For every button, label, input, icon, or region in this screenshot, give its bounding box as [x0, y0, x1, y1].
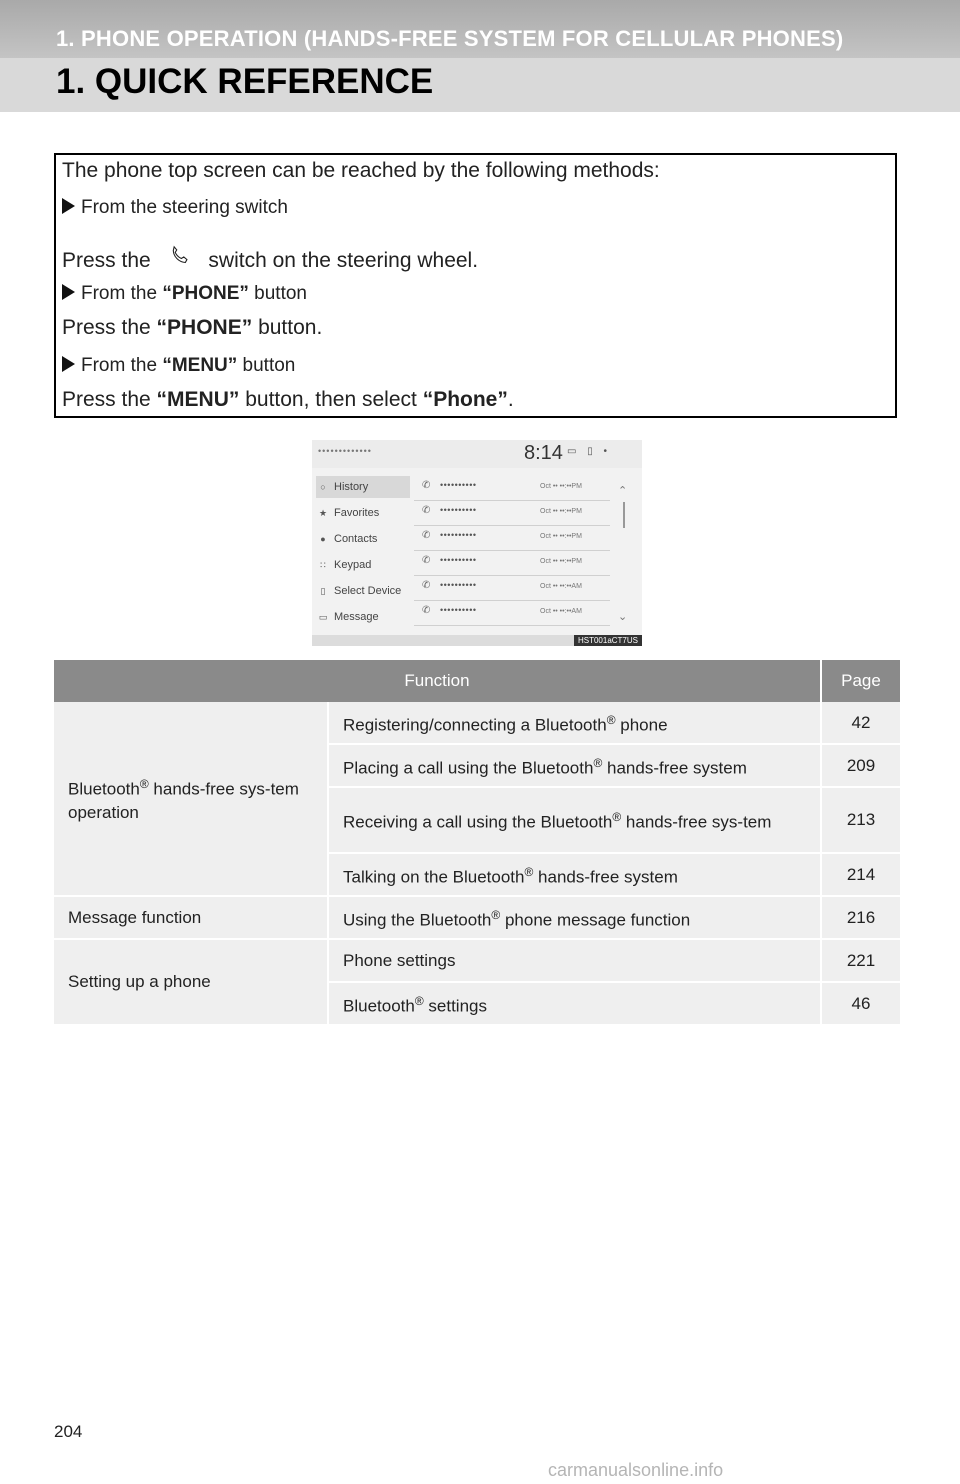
call-history-row[interactable]: ✆ •••••••••• Oct •• ••:••AM	[414, 601, 610, 626]
arrow-right-icon	[62, 198, 75, 214]
function-description: Placing a call using the Bluetooth® hands-free system	[328, 744, 821, 787]
call-history-row[interactable]: ✆ •••••••••• Oct •• ••:••PM	[414, 476, 610, 501]
quick-reference-box	[54, 153, 897, 418]
chapter-title: 1. PHONE OPERATION (HANDS-FREE SYSTEM FOR CELLULAR PHONES)	[56, 26, 844, 51]
method-text-steering: Press the switch on the steering wheel.	[62, 243, 478, 275]
column-header-page: Page	[821, 660, 900, 702]
status-icons: ▭ ▯ •	[567, 446, 612, 457]
method-heading-phone-button: From the “PHONE” button	[62, 283, 307, 305]
page-number: 204	[54, 1422, 83, 1441]
function-description: Registering/connecting a Bluetooth® phone	[328, 702, 821, 744]
call-history-list	[414, 474, 614, 634]
device-icon: ▯	[320, 586, 326, 596]
table-row	[54, 702, 900, 744]
column-header-function: Function	[54, 660, 821, 702]
message-icon: ▭	[318, 612, 328, 622]
arrow-right-icon	[62, 284, 75, 300]
watermark: carmanualsonline.info	[548, 1460, 724, 1480]
menu-item-select-device[interactable]: ▯ Select Device	[316, 580, 410, 602]
call-history-row[interactable]: ✆ •••••••••• Oct •• ••:••PM	[414, 501, 610, 526]
method-text-phone-button: Press the “PHONE” button.	[62, 316, 323, 339]
phone-top-screen	[312, 440, 642, 635]
call-icon: ✆	[422, 505, 431, 516]
phone-menu	[312, 474, 410, 634]
call-icon: ✆	[422, 605, 431, 616]
scrollbar[interactable]	[623, 502, 625, 528]
keypad-icon: ∷	[320, 560, 326, 570]
call-history-row[interactable]: ✆ •••••••••• Oct •• ••:••AM	[414, 576, 610, 601]
section-title: 1. QUICK REFERENCE	[56, 62, 434, 101]
status-dots: •••••••••••••	[318, 446, 372, 456]
function-description: Talking on the Bluetooth® hands-free system	[328, 853, 821, 896]
call-icon: ✆	[422, 480, 431, 491]
page-reference[interactable]: 209	[821, 744, 900, 787]
menu-item-favorites[interactable]: ★ Favorites	[316, 502, 410, 524]
table-row	[54, 939, 900, 982]
call-history-row[interactable]: ✆ •••••••••• Oct •• ••:••PM	[414, 551, 610, 576]
scroll-down-icon[interactable]: ⌄	[618, 611, 628, 623]
clock: 8:14	[524, 442, 563, 464]
scroll-up-icon[interactable]: ⌃	[618, 485, 628, 497]
call-icon: ✆	[422, 555, 431, 566]
menu-item-keypad[interactable]: ∷ Keypad	[316, 554, 410, 576]
arrow-right-icon	[62, 356, 75, 372]
function-description: Receiving a call using the Bluetooth® hands-free sys-tem	[328, 787, 821, 853]
page-reference[interactable]: 42	[821, 702, 900, 744]
menu-item-message[interactable]: ▭ Message	[316, 606, 410, 628]
menu-item-contacts[interactable]: ● Contacts	[316, 528, 410, 550]
illustration-code: HST001aCT7US	[574, 635, 642, 646]
person-icon: ●	[320, 534, 326, 544]
function-description: Using the Bluetooth® phone message function	[328, 896, 821, 939]
method-heading-menu-button: From the “MENU” button	[62, 355, 295, 377]
page-reference[interactable]: 213	[821, 787, 900, 853]
table-header-row	[54, 660, 900, 702]
phone-screen-screenshot	[312, 440, 642, 646]
function-category: Bluetooth® hands-free sys-tem operation	[54, 702, 328, 896]
method-text-menu-button: Press the “MENU” button, then select “Phone”.	[62, 388, 514, 411]
phone-handset-icon	[157, 243, 203, 275]
page-reference[interactable]: 221	[821, 939, 900, 982]
status-bar	[312, 440, 642, 468]
page-reference[interactable]: 214	[821, 853, 900, 896]
menu-item-history[interactable]: ○ History	[316, 476, 410, 498]
page-reference[interactable]: 46	[821, 982, 900, 1025]
call-icon: ✆	[422, 580, 431, 591]
star-icon: ★	[318, 508, 328, 518]
function-reference-table	[54, 660, 900, 1026]
intro-lead: The phone top screen can be reached by the following methods:	[62, 159, 660, 182]
function-category: Setting up a phone	[54, 939, 328, 1025]
function-description: Phone settings	[328, 939, 821, 982]
history-icon: ○	[320, 482, 326, 492]
table-row	[54, 896, 900, 939]
function-description: Bluetooth® settings	[328, 982, 821, 1025]
call-icon: ✆	[422, 530, 431, 541]
call-history-row[interactable]: ✆ •••••••••• Oct •• ••:••PM	[414, 526, 610, 551]
function-category: Message function	[54, 896, 328, 939]
page-reference[interactable]: 216	[821, 896, 900, 939]
method-heading-steering: From the steering switch	[62, 197, 288, 219]
